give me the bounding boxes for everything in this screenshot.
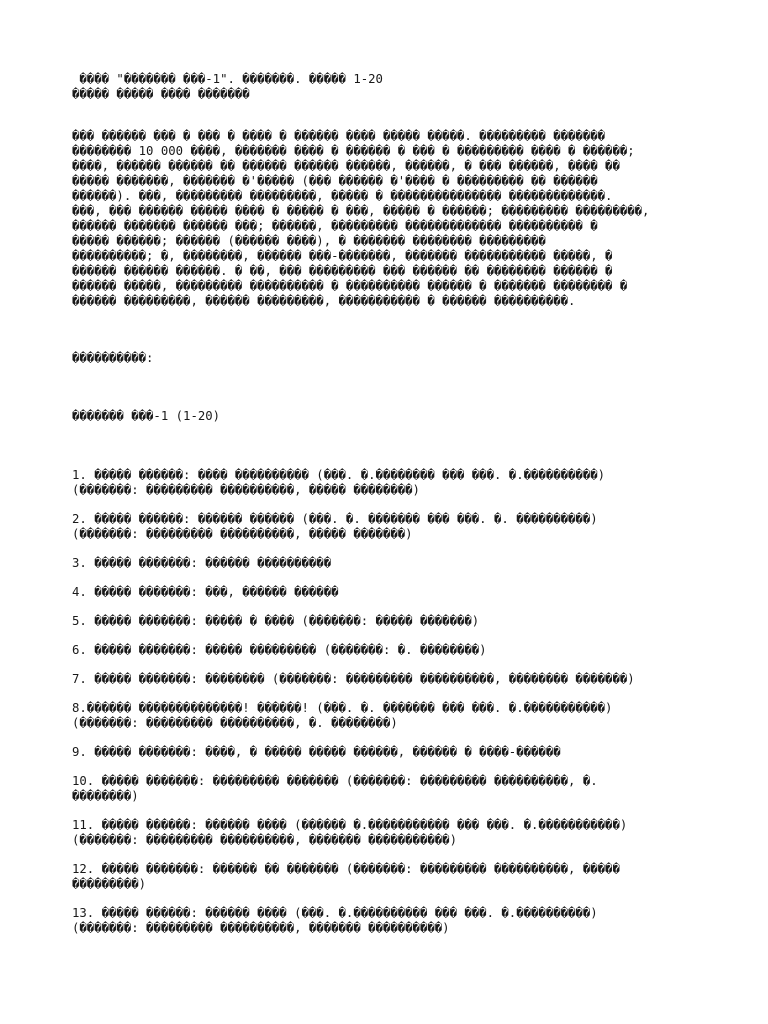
list-item-line: 10. ����� �������: ��������� ������� (�������: ��������� ����������, �. xyxy=(72,774,598,788)
intro-line: ����, ������ ������ �� ������ ������ ������, ������, � ��� ������, ���� �� xyxy=(72,159,620,173)
list-item-line: 9. ����� �������: ����, � ����� ����� ������, ������ � ����-������ xyxy=(72,745,561,759)
list-item-line: ���������) xyxy=(72,877,147,891)
intro-line: ���, ��� ������ ����� ���� � ����� � ���, ����� � ������; ��������� ���������, xyxy=(72,204,650,218)
list-item-line: (�������: ��������� ����������, ����� �������) xyxy=(72,527,413,541)
intro-line: ������). ���, ��������� ���������, ����� � ��������������� �������������. xyxy=(72,189,613,203)
list-item-line: 6. ����� �������: ����� ��������� (�������: �. ��������) xyxy=(72,643,487,657)
intro-line: ����������; �, ��������, ������ ���-�������, ������� ����������� �����, � xyxy=(72,249,613,263)
document-header xyxy=(72,72,712,102)
header-title-line: ���� "������� ���-1". �������. ����� 1-20 xyxy=(72,72,383,86)
intro-line: ����� �������, ������� �'����� (��� ������ �'���� � ��������� �� ������ xyxy=(72,174,598,188)
list-item xyxy=(72,468,635,498)
list-item-line: 12. ����� �������: ������ �� ������� (�������: ��������� ����������, ����� xyxy=(72,862,620,876)
intro-line: ������ ������ ������. � ��, ��� ��������� ��� ������ �� �������� ������ � xyxy=(72,264,613,278)
intro-line: ��� ������ ��� � ��� � ���� � ������ ���� ����� �����. ��������� ������� xyxy=(72,129,606,143)
header-subtitle-line: ����� ����� ���� ������� xyxy=(72,87,250,101)
list-item-line: 2. ����� ������: ������ ������ (���. �. ������� ��� ���. �. ����������) xyxy=(72,512,598,526)
list-item xyxy=(72,643,635,658)
list-item-line: 7. ����� �������: �������� (�������: ��������� ����������, �������� �������) xyxy=(72,672,635,686)
list-item-line: 11. ����� ������: ������ ���� (������ �.����������� ��� ���. �.�����������) xyxy=(72,818,628,832)
list-item-line: 1. ����� ������: ���� ���������� (���. �.�������� ��� ���. �.����������) xyxy=(72,468,606,482)
contents-list xyxy=(72,468,635,950)
list-item-line: 13. ����� ������: ������ ���� (���. �.���������� ��� ���. �.����������) xyxy=(72,906,598,920)
list-item-line: 5. ����� �������: ����� � ���� (�������: ����� �������) xyxy=(72,614,480,628)
list-item-line: ��������) xyxy=(72,789,139,803)
list-item-line: 4. ����� �������: ���, ������ ������ xyxy=(72,585,339,599)
intro-paragraph xyxy=(72,129,649,309)
list-item-line: 8.������ ��������������! ������! (���. �. ������� ��� ���. �.�����������) xyxy=(72,701,613,715)
intro-line: ������ ������� ������ ���; ������, ��������� ������������� ���������� � xyxy=(72,219,598,233)
section-title: ������� ���-1 (1-20) xyxy=(72,409,221,423)
list-item xyxy=(72,818,635,848)
list-item xyxy=(72,701,635,731)
contents-label: ����������: xyxy=(72,351,154,365)
list-item xyxy=(72,585,635,600)
list-item xyxy=(72,556,635,571)
intro-line: ����� ������; ������ (������ ����), � ������� �������� ��������� xyxy=(72,234,546,248)
list-item-line: (�������: ��������� ����������, ������� �����������) xyxy=(72,833,457,847)
intro-line: ������ ���������, ������ ���������, ����������� � ������ ����������. xyxy=(72,294,576,308)
list-item xyxy=(72,745,635,760)
list-item xyxy=(72,614,635,629)
list-item xyxy=(72,512,635,542)
document-page xyxy=(72,72,712,935)
list-item xyxy=(72,906,635,936)
list-item-line: 3. ����� �������: ������ ���������� xyxy=(72,556,332,570)
list-item xyxy=(72,672,635,687)
list-item-line: (�������: ��������� ����������, �. ��������) xyxy=(72,716,398,730)
list-item-line: (�������: ��������� ����������, ������� ����������) xyxy=(72,921,450,935)
list-item xyxy=(72,862,635,892)
intro-line: ������ �����, ��������� ���������� � ���������� ������ � ������� �������� � xyxy=(72,279,628,293)
list-item xyxy=(72,774,635,804)
intro-line: �������� 10 000 ����, ������� ���� � ������ � ��� � ��������� ���� � ������; xyxy=(72,144,635,158)
list-item-line: (�������: ��������� ����������, ����� ��������) xyxy=(72,483,420,497)
